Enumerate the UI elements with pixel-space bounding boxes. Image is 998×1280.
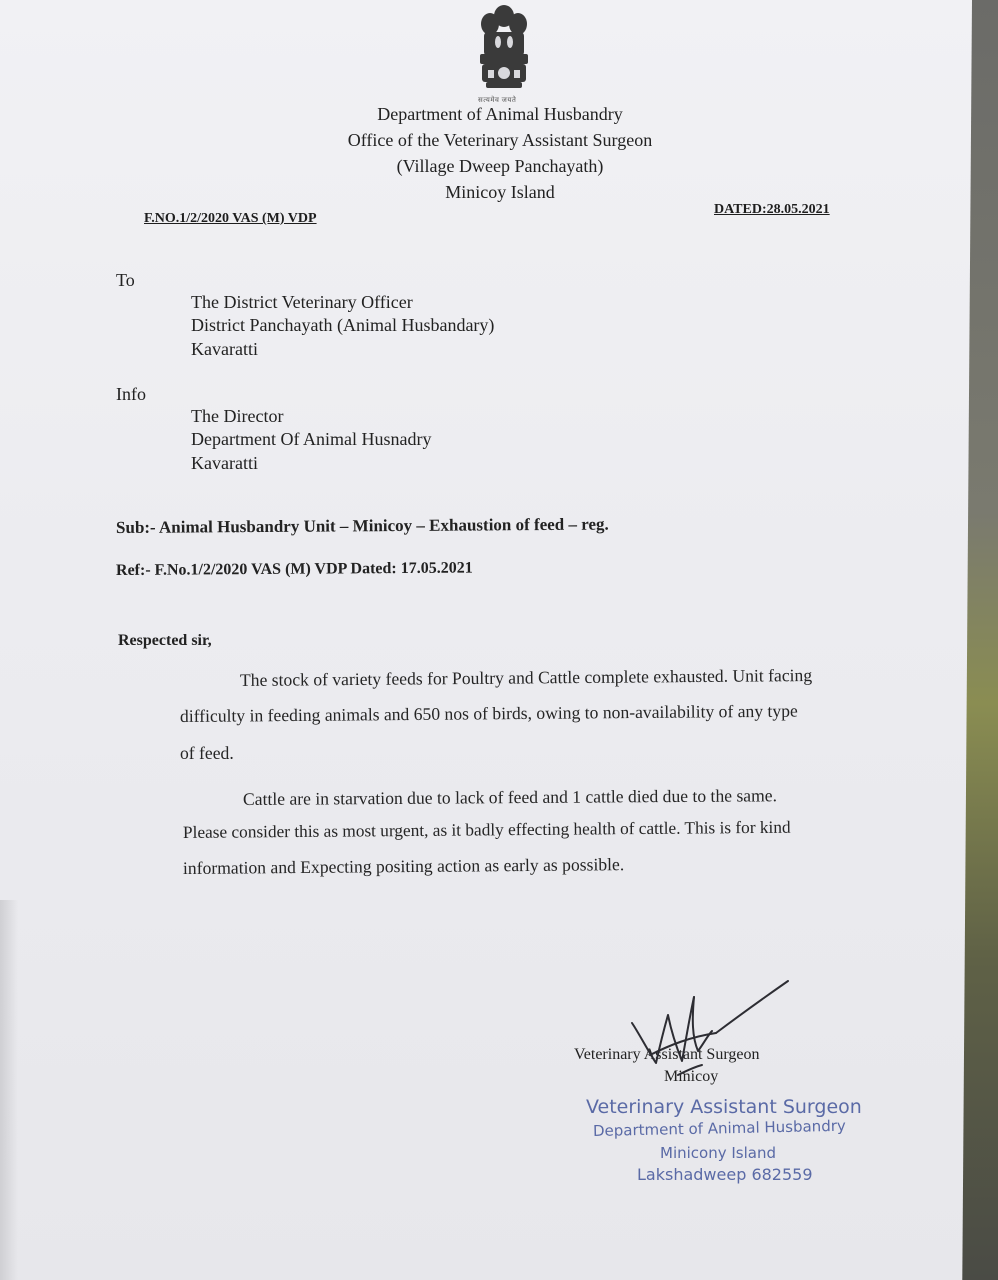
to-line: Kavaratti xyxy=(191,339,258,359)
header-panchayath: (Village Dweep Panchayath) xyxy=(396,156,604,176)
to-line: District Panchayath (Animal Husbandary) xyxy=(191,315,495,335)
letter-date: DATED:28.05.2021 xyxy=(714,202,830,217)
body-line: Please consider this as most urgent, as it badly effecting health of cattle. This is for kind xyxy=(182,817,791,842)
info-line: Kavaratti xyxy=(191,453,258,473)
reference-line: Ref:- F.No.1/2/2020 VAS (M) VDP Dated: 17.05.2021 xyxy=(115,559,473,579)
body-line: Cattle are in starvation due to lack of feed and 1 cattle died due to the same. xyxy=(242,785,778,809)
stamp-address: Lakshadweep 682559 xyxy=(637,1165,813,1184)
body-line: The stock of variety feeds for Poultry and Cattle complete exhausted. Unit facing xyxy=(239,665,813,690)
signature-title: Veterinary Assistant Surgeon xyxy=(574,1046,760,1063)
header-department: Department of Animal Husbandry xyxy=(377,104,623,124)
body-line: of feed. xyxy=(180,743,234,763)
header-office: Office of the Veterinary Assistant Surgeon xyxy=(347,130,653,150)
paper-shadow xyxy=(0,900,18,1280)
stamp-title: Veterinary Assistant Surgeon xyxy=(586,1096,862,1118)
info-label: Info xyxy=(116,384,146,404)
salutation: Respected sir, xyxy=(118,632,212,649)
handwritten-signature xyxy=(620,975,800,1085)
to-line: The District Veterinary Officer xyxy=(191,292,413,312)
emblem-motto: सत्यमेव जयते xyxy=(478,96,517,104)
info-line: Department Of Animal Husnadry xyxy=(191,429,432,449)
info-line: The Director xyxy=(191,406,284,426)
body-line: difficulty in feeding animals and 650 nos of birds, owing to non-availability of any type xyxy=(179,700,798,726)
to-label: To xyxy=(116,270,135,290)
body-line: information and Expecting positing action as early as possible. xyxy=(182,854,625,878)
file-number: F.NO.1/2/2020 VAS (M) VDP xyxy=(144,211,317,226)
subject-line: Sub:- Animal Husbandry Unit – Minicoy – Exhaustion of feed – reg. xyxy=(115,514,609,537)
signature-location: Minicoy xyxy=(664,1068,719,1085)
stamp-department: Department of Animal Husbandry xyxy=(592,1116,846,1140)
national-emblem-icon xyxy=(470,2,538,104)
stamp-island: Minicony Island xyxy=(660,1144,776,1162)
header-island: Minicoy Island xyxy=(445,182,555,202)
